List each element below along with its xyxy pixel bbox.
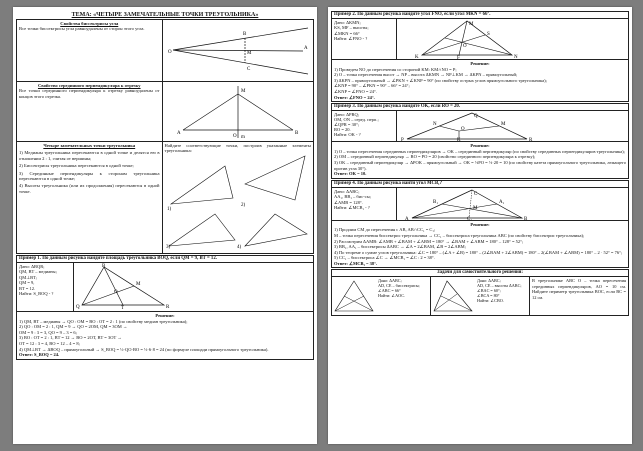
perp-figure — [163, 82, 313, 140]
example-4-header: Пример 4. По данным рисунка найти угол MCB₁? — [332, 181, 628, 188]
fig-label: B — [524, 216, 528, 220]
example-2-header: Пример 2. По данным рисунка найдите угол FNO, если угол MKN = 66°. — [332, 12, 628, 19]
solution-line: 3) BB₁, AA₁ – биссектрисы ΔABC → ∠A = 2∠BAM, ∠B = 2∠ABM; — [334, 244, 466, 250]
tasks-header: Задачи для самостоятельного решения: — [332, 270, 628, 277]
fig-label: P — [401, 138, 404, 142]
answer: Ответ: S_BOQ = 24. — [19, 352, 60, 358]
solution-title: Решение: — [470, 221, 490, 227]
fig-label: M — [473, 205, 478, 211]
fig-label: K — [457, 138, 461, 142]
solution-line: OT = 12 : 3 = 4, BO = 12 – 4 = 8; — [19, 340, 80, 346]
page-title: ТЕМА: «ЧЕТЫРЕ ЗАМЕЧАТЕЛЬНЫЕ ТОЧКИ ТРЕУГОЛЬНИКА» — [71, 12, 259, 18]
fig-number: 1) — [166, 206, 171, 212]
fig-label: O — [114, 290, 118, 295]
task-line: AD, CE – биссектрисы; — [378, 283, 420, 289]
fig-label: B — [294, 131, 298, 136]
fig-label: B — [102, 264, 106, 269]
bisector-heading: Свойства биссектрисы угла — [60, 21, 119, 26]
given-line: ∠AMB = 128°. — [334, 199, 363, 205]
task-line: Найти: ∠AOC. — [378, 293, 406, 299]
example-3-solution — [332, 142, 628, 178]
solution-line: 2) QO : OM = 2 : 1, QM = 9 → QO = 2OM, QM = 3OM → — [19, 324, 128, 330]
fig-label: M — [240, 89, 245, 94]
four-points-cell — [17, 142, 163, 254]
bisector-text: Все точки биссектрисы угла равноудалены от сторон этого угла. — [19, 26, 145, 32]
solution-line: ∠KNP = ∠FNO = 24°. — [334, 88, 377, 94]
fig-label: C — [246, 67, 250, 72]
perp-property-cell — [17, 82, 163, 142]
task-line: ∠BCA = 80° — [477, 293, 500, 299]
solution-line: M – точка пересечения биссектрис треугольника → CC₁ – биссектриса треугольника ABC (по свойству биссектрис треугольника); — [334, 232, 585, 238]
example-2-solution — [332, 60, 628, 101]
task-line: ∠BAC = 60°; — [477, 288, 501, 294]
given-line: QM = 9, — [19, 280, 35, 286]
solution-line: 3) OK – серединный перпендикуляр → ΔPOK – прямоугольный → OK = ½PO = ½·20 = 10 (по свойству катета прямоугольного треугольника, лежащего против угла 30°). — [334, 159, 626, 171]
solution-line: 5) CC₁ – биссектриса ∠C → ∠MCB₁ = ∠C : 2 = 38°. — [334, 255, 435, 261]
solution-line: 1) QM, BT – медианы → QO : OM = BO : OT = 2 : 1 (по свойству медиан треугольника); — [19, 318, 188, 324]
fig-label: N — [433, 122, 437, 128]
solution-line: 4) QM⊥BT → ΔBOQ – прямоугольный → S_BOQ = ½·QO·BO = ½·6·8 = 24 (по формуле площади прямоугольного треугольника). — [19, 346, 269, 352]
example-1-header: Пример 1. По данным рисунка найдите площадь треугольника BOQ, если QM = 9, BT = 12. — [17, 256, 313, 263]
fig-label: B₁ — [433, 199, 439, 205]
example-3-header: Пример 3. По данным рисунка найдите OK, если RO = 20. — [332, 104, 628, 111]
task-line: Найти: ∠CBO. — [477, 298, 504, 304]
theory-table — [16, 19, 314, 254]
four-point-item: 4) Высоты треугольника (или их продолжения) пересекаются в одной точке. — [19, 183, 160, 194]
given-line: RO = 20. — [334, 127, 351, 133]
fig-label: M — [136, 282, 141, 287]
task-1 — [332, 277, 431, 315]
solution-line: 2) OM – серединный перпендикуляр → RO = PO = 20 (свойство серединного перпендикуляра к отрезку); — [334, 154, 536, 160]
example-4-solution — [332, 221, 628, 268]
task-2-text — [475, 277, 524, 315]
bisector-property-cell — [17, 20, 163, 82]
given-line: QM, BT – медианы; — [19, 269, 57, 275]
solution-line: 1) Проведем NO до пересечения со стороной KM: KM∩NO = P; — [334, 66, 457, 72]
given-line: ∠MKN = 66° — [334, 30, 360, 36]
given-line: KS, MF – высоты; — [334, 25, 369, 31]
example-1-given — [17, 263, 74, 311]
given-line: Найти: ∠MCB₁ - ? — [334, 204, 370, 210]
answer: Ответ: ∠FNO = 24°. — [334, 94, 375, 100]
given-line: ∠QPR = 30°; — [334, 122, 360, 128]
task-3-text: В треугольнике ABC O – точка пересечения серединных перпендикуляров, AO = 10 см. Найдите периметр треугольника BOC, если BC = 12 см. — [532, 278, 626, 300]
four-point-item: 1) Медианы треугольника пересекаются в одной точке и делятся ею в отношении 2 : 1, считая от вершины; — [19, 150, 160, 161]
bisector-figure — [163, 20, 313, 80]
fig-label: O — [463, 44, 467, 49]
example-1 — [16, 255, 314, 360]
fig-label: Q — [474, 114, 478, 120]
fig-label: F — [457, 56, 460, 59]
fig-label: A — [405, 216, 409, 220]
fig-label: m — [240, 135, 245, 140]
task-2 — [431, 277, 530, 315]
example-2 — [331, 11, 629, 102]
given-line: Дано: ΔABC; — [334, 188, 360, 194]
fig-label: B — [242, 32, 246, 37]
task-1-text — [376, 277, 422, 315]
example-2-given — [332, 19, 397, 59]
four-point-item: 3) Серединные перпендикуляры к сторонам треугольника пересекаются в одной точке; — [19, 170, 160, 182]
fig-label: T — [121, 306, 125, 309]
self-study-tasks — [331, 269, 629, 316]
task-line: ∠ABC = 66° — [378, 288, 401, 294]
solution-title: Решение: — [155, 313, 175, 318]
solution-line: 2) O – точка пересечения высот → NP – высота ΔKMN → NP⊥KM → ΔKPN – прямоугольный; — [334, 72, 518, 78]
solution-line: 4) По теореме о сумме углов треугольника: ∠C = 180° – (∠A + ∠B) = 180° – (2∠BAM + 2∠ABM) = 180° – 2(∠BAM + ∠ABM) = 180° – 2 · 52° = 76°; — [334, 249, 623, 255]
example-1-figure — [74, 263, 174, 309]
given-line: Дано: ΔBQR; — [19, 264, 45, 269]
fig-label: K — [415, 55, 419, 59]
solution-line: 2) Рассмотрим ΔAMB: ∠AMB + ∠BAM + ∠ABM = 180° → ∠BAM + ∠ABM = 180° – 128° = 52°; — [334, 238, 524, 244]
solution-title: Решение: — [470, 61, 490, 66]
left-page — [13, 7, 317, 444]
fig-label: O — [167, 50, 172, 55]
fig-label: Q — [76, 305, 80, 309]
fig-label: O — [232, 134, 237, 139]
four-points-task-cell — [162, 142, 313, 254]
bisector-figure-cell — [162, 20, 313, 82]
answer: Ответ: OK = 10. — [334, 171, 367, 177]
example-4-given — [332, 188, 397, 220]
given-line: Дано: ΔKMN; — [334, 20, 361, 25]
fig-label: N — [514, 55, 518, 59]
perp-text: Все точки серединного перпендикуляра к отрезку равноудалены от концов этого отрезка. — [19, 88, 160, 99]
given-line: Дано: ΔPRQ; — [334, 112, 359, 118]
solution-line: 1) O – точка пересечения серединных перпендикуляров → OK – серединный перпендикуляр (по свойству серединных перпендикуляров треугольника); — [334, 148, 625, 154]
fig-label: S — [487, 32, 490, 37]
given-line: Найти: S_BOQ - ? — [19, 291, 54, 297]
fig-label: A — [303, 46, 308, 51]
fig-label: C — [474, 191, 478, 197]
solution-line: 1) Продлим CM до пересечения с AB, AB∩CC₁ = C₁; — [334, 227, 436, 233]
given-line: QM⊥BT; — [19, 274, 37, 280]
solution-line: OM = 9 : 3 = 3, QO = 9 – 3 = 6; — [19, 329, 77, 335]
triangles-figure — [165, 154, 311, 250]
solution-title: Решение: — [470, 143, 490, 149]
task-line: Дано: ΔABC; — [378, 278, 402, 284]
task-text: Найдите соответствующие точки, построив указанные элементы треугольника: — [164, 143, 311, 154]
task-line: AD, CE – высоты ΔABC; — [477, 283, 522, 289]
perp-heading: Свойство серединного перпендикуляра к отрезку — [37, 83, 141, 88]
fig-label: A — [176, 131, 181, 136]
example-3-figure — [397, 111, 537, 141]
fig-label: M — [246, 51, 251, 56]
perp-figure-cell — [162, 82, 313, 142]
solution-line: 3) ΔKPN – прямоугольный → ∠PKN + ∠KNP = 90° (по свойству острых углов прямоугольного треугольника); — [334, 77, 547, 83]
example-2-figure — [397, 19, 527, 59]
example-3-given — [332, 111, 397, 141]
fig-label: M — [469, 22, 474, 27]
given-line: BT = 12. — [19, 285, 36, 291]
solution-line: ∠KNP = 90° – ∠PKN = 90° – 66° = 24°; — [334, 83, 410, 89]
fig-label: C₁ — [467, 216, 473, 220]
fig-number: 2) — [240, 202, 245, 208]
answer: Ответ: ∠MCB₁ = 38°. — [334, 260, 378, 266]
given-line: Найти: OK - ? — [334, 132, 361, 138]
fig-label: M — [501, 122, 506, 128]
fig-label: R — [529, 138, 533, 142]
example-4-figure — [397, 188, 537, 220]
four-points-heading: Четыре замечательных точки треугольника — [43, 143, 136, 148]
task-2-figure — [431, 277, 475, 315]
fig-label: A₁ — [499, 199, 505, 205]
given-line: Найти: ∠FNO - ? — [334, 36, 368, 42]
solution-line: 3) BO : OT = 2 : 1, BT = 12 → BO = 2OT, BT = 3OT → — [19, 335, 122, 341]
example-4 — [331, 180, 629, 269]
given-line: OM, ON – серед. перп.; — [334, 117, 379, 123]
example-3 — [331, 103, 629, 179]
task-1-figure — [332, 277, 376, 315]
fig-label: O — [461, 127, 465, 133]
fig-number: 4) — [236, 244, 241, 250]
given-line: AA₁, BB₁ – бис-сы; — [334, 194, 371, 200]
fig-label: R — [166, 305, 170, 309]
task-line: Дано: ΔABC; — [477, 278, 501, 284]
right-page — [328, 7, 632, 444]
four-point-item: 2) Биссектрисы треугольника пересекаются в одной точке; — [19, 163, 134, 169]
fig-number: 3) — [165, 244, 170, 250]
example-1-solution — [17, 312, 313, 359]
